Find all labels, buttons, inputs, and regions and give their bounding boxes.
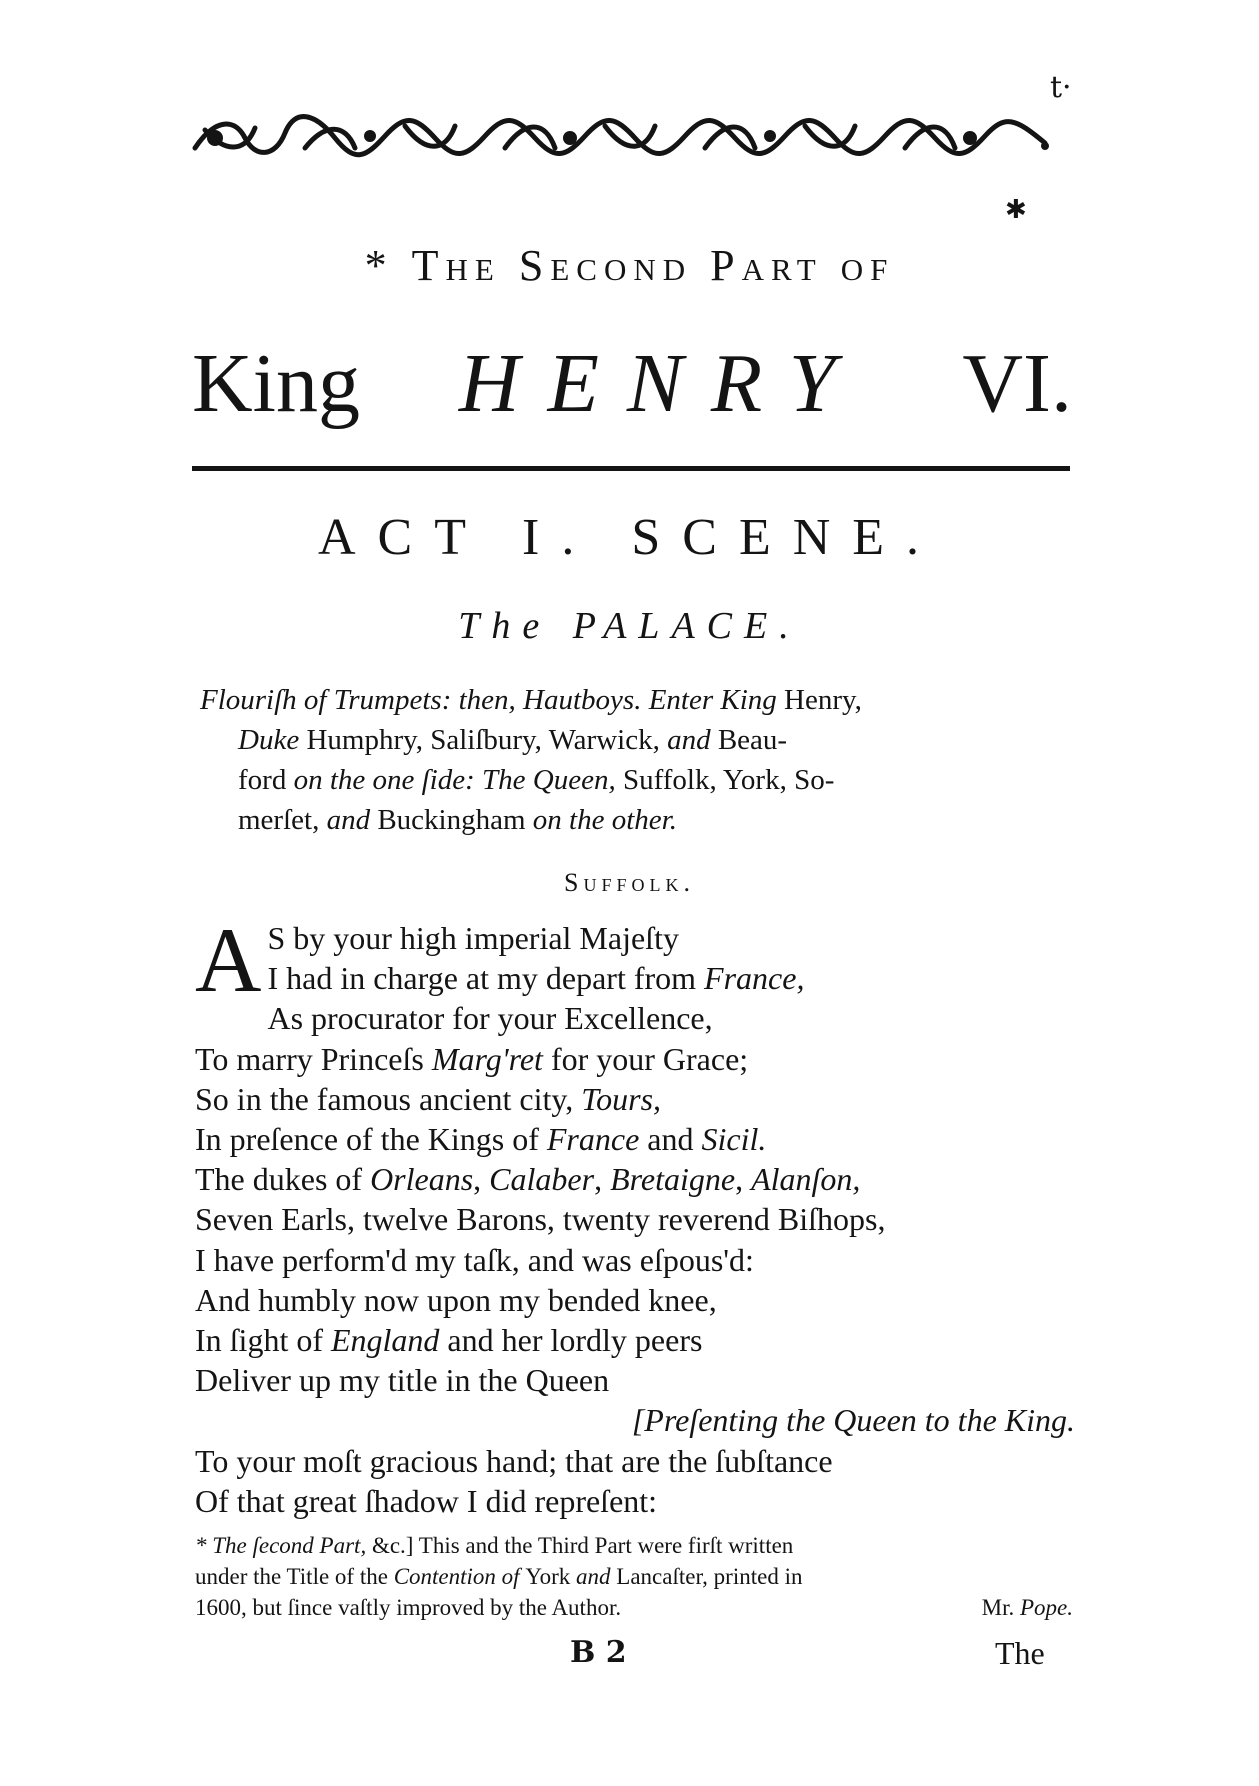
verse-speech (195, 909, 1075, 1521)
footnote-star: * (364, 241, 394, 290)
stage-line: ford on the one ſide: The Queen, Suffolk, York, So- (238, 764, 835, 796)
verse-line: Deliver up my title in the Queen (195, 1362, 610, 1399)
stage-direction (200, 680, 1070, 840)
verse-line: Of that great ſhadow I did repreſent: (195, 1482, 658, 1519)
verse-line: I had in charge at my depart from France, (267, 960, 805, 997)
heading-text: The Second Part of (411, 241, 895, 290)
verse-line: The dukes of Orleans, Calaber, Bretaigne, Alanſon, (195, 1161, 861, 1198)
footnote-line: 1600, but ſince vaſtly improved by the Author. Mr. Pope. (195, 1595, 1073, 1620)
footnote (195, 1530, 1073, 1623)
act-heading: ACT I. SCENE. (317, 509, 942, 566)
speaker-name: Suffolk. (564, 868, 695, 897)
star-mark: ✱ (1005, 195, 1027, 225)
verse-line: In preſence of the Kings of France and Sicil. (195, 1121, 767, 1158)
verse-line: To your moſt gracious hand; that are the ſubſtance (195, 1442, 833, 1479)
stage-direction-inline: [Preſenting the Queen to the King. (631, 1402, 1075, 1439)
verse-line: S by your high imperial Majeſty (267, 920, 679, 956)
stage-line: Flouriſh of Trumpets: then, Hautboys. Enter King Henry, (200, 684, 862, 716)
scene-place: The PALACE. (458, 605, 801, 647)
verse-line: So in the famous ancient city, Tours, (195, 1080, 662, 1117)
verse-line: To marry Princeſs Marg'ret for your Grace; (195, 1040, 749, 1077)
title-rule (192, 466, 1070, 471)
regnal-numeral: VI. (962, 337, 1072, 430)
footnote-line: * The ſecond Part, &c.] This and the Third Part were firſt written (195, 1533, 794, 1558)
henry-word: HENRY (458, 337, 864, 430)
ornament-headpiece (185, 108, 1060, 166)
verse-line: I have perform'd my taſk, and was eſpous'd: (195, 1241, 754, 1278)
stage-line: Duke Humphry, Saliſbury, Warwick, and Beau- (238, 724, 788, 756)
footnote-line: under the Title of the Contention of York and Lancaſter, printed in (195, 1564, 803, 1589)
stage-line: merſet, and Buckingham on the other. (238, 804, 677, 836)
drop-cap: A (195, 909, 262, 1011)
verse-line: As procurator for your Excellence, (267, 1000, 713, 1037)
verse-line: Seven Earls, twelve Barons, twenty reverend Biſhops, (195, 1201, 886, 1238)
page-mark: t· (1050, 70, 1072, 105)
signature-mark: B 2 (570, 1635, 627, 1670)
play-heading (0, 240, 1259, 291)
king-title (192, 335, 1072, 432)
verse-line: In ſight of England and her lordly peers (195, 1322, 703, 1359)
catchword: The (995, 1635, 1045, 1671)
king-word: King (192, 337, 360, 430)
verse-line: And humbly now upon my bended knee, (195, 1281, 717, 1318)
